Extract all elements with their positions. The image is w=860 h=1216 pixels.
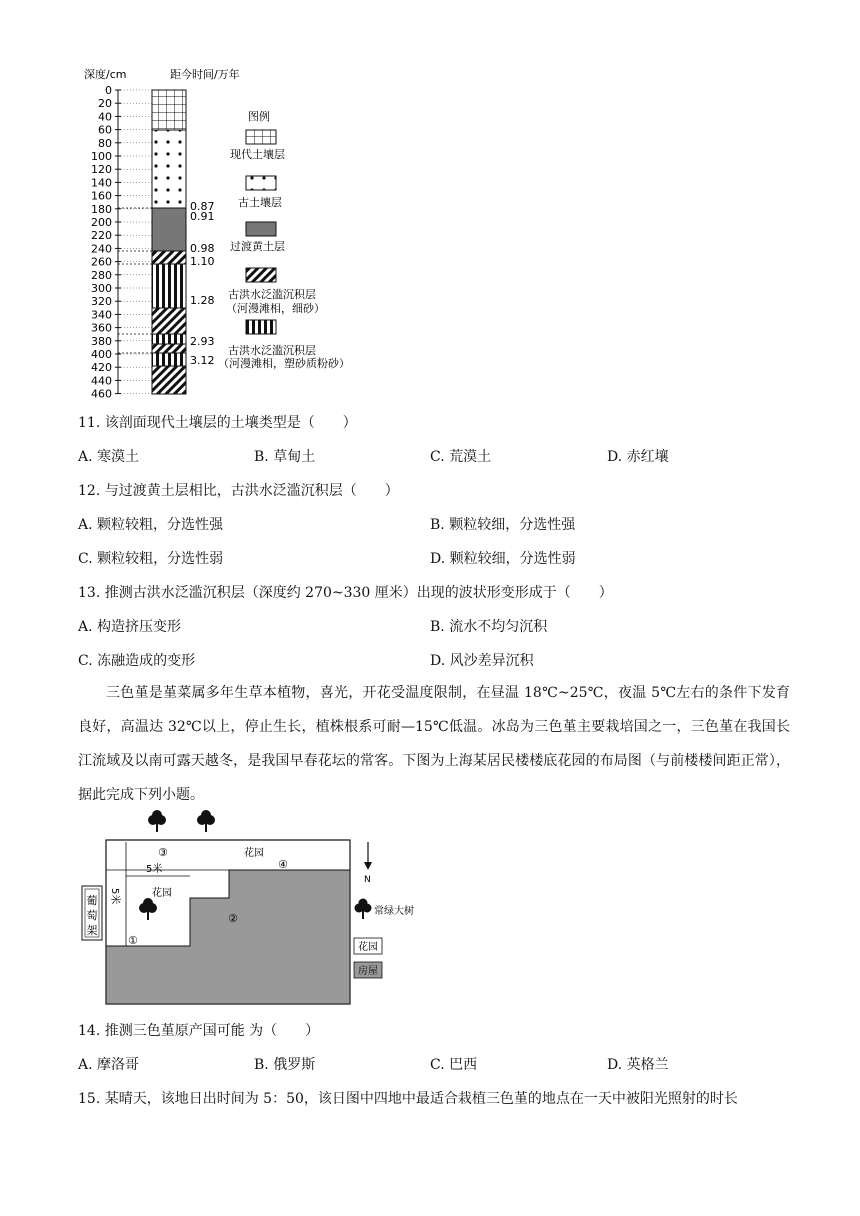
q14-option-c[interactable]: C. 巴西	[430, 1057, 478, 1073]
tree-icon	[197, 810, 215, 832]
depth-tick-label: 80	[98, 136, 112, 150]
layer-transition-loess	[152, 208, 186, 251]
question-12: 12. 与过渡黄土层相比，古洪水泛滥沉积层（ ）	[78, 483, 399, 499]
north-label: N	[364, 875, 371, 885]
depth-tick-label: 140	[91, 176, 112, 190]
legend-swatch-loess	[246, 222, 276, 236]
legend-swatch-flood-silt	[246, 320, 276, 334]
svg-text:0.87: 0.87	[190, 200, 215, 213]
legend-paleosol: 古土壤层	[238, 196, 282, 209]
legend-swatch-flood-sand	[246, 268, 276, 282]
depth-tick-label: 40	[98, 110, 112, 124]
depth-tick-label: 340	[91, 308, 112, 322]
garden-left-label: 花园	[152, 888, 172, 899]
q13-option-c[interactable]: C. 冻融造成的变形	[78, 653, 196, 669]
depth-tick-label: 200	[91, 216, 112, 229]
q14-option-a[interactable]: A. 摩洛哥	[78, 1057, 140, 1073]
layer-flood-fine-sand-2	[152, 308, 186, 334]
depth-tick-label: 320	[91, 295, 112, 309]
legend-flood-silt-desc: （河漫滩相，塑砂质粉砂）	[218, 357, 350, 370]
depth-tick-label: 360	[91, 321, 112, 335]
q11-option-c[interactable]: C. 荒漠土	[430, 449, 492, 465]
legend-loess: 过渡黄土层	[230, 240, 285, 253]
dim-horizontal-label: 5米	[146, 864, 163, 875]
depth-tick-label: 440	[91, 374, 112, 388]
pansy-passage: 三色堇是堇菜属多年生草本植物，喜光，开花受温度限制，在昼温 18℃~25℃，夜温 5℃左右的条件下发育良好，高温达 32℃以上，停止生长，植株根系可耐—15℃低温。冰岛为三色堇主要栽培国之一，三色堇在我国长江流域及以南可露天越冬，是我国早春花坛的常客。下图为上海某居民楼楼底花园的布局图（与前楼楼间距正常），据此完成下列小题。	[78, 685, 790, 803]
legend-flood-sand: 古洪水泛滥沉积层	[228, 288, 316, 301]
legend-flood-silt: 古洪水泛滥沉积层	[228, 344, 316, 357]
layer-flood-fine-sand-4	[152, 366, 186, 394]
layer-modern-soil	[152, 90, 186, 130]
q14-option-b[interactable]: B. 俄罗斯	[254, 1057, 316, 1073]
depth-tick-label: 380	[91, 334, 112, 348]
depth-tick-label: 120	[91, 163, 112, 177]
depth-tick-label: 100	[91, 150, 112, 163]
q11-option-a[interactable]: A. 寒漠土	[78, 449, 140, 465]
trellis-char-1: 葡	[86, 894, 98, 907]
q11-option-d[interactable]: D. 赤红壤	[607, 449, 669, 465]
time-header: 距今时间/万年	[170, 68, 240, 81]
depth-tick-label: 180	[91, 202, 112, 216]
q12-option-c[interactable]: C. 颗粒较粗，分选性弱	[78, 551, 224, 567]
legend-title: 图例	[248, 110, 270, 123]
q12-option-a[interactable]: A. 颗粒较粗，分选性强	[78, 517, 224, 533]
garden-top-label: 花园	[244, 848, 264, 859]
legend-garden: 花园	[358, 942, 378, 953]
legend-swatch-modern	[246, 130, 276, 144]
svg-text:1.10: 1.10	[190, 255, 215, 268]
question-15: 15. 某晴天，该地日出时间为 5：50，该日图中四地中最适合栽植三色堇的地点在一天中被阳光照射的时长	[78, 1091, 738, 1107]
q14-option-d[interactable]: D. 英格兰	[607, 1057, 669, 1073]
depth-tick-label: 420	[91, 361, 112, 375]
legend-evergreen-tree: 常绿大树	[374, 906, 414, 917]
layer-flood-fine-sand-3	[152, 344, 186, 353]
time-leaders	[118, 208, 152, 353]
q12-option-b[interactable]: B. 颗粒较细，分选性强	[430, 517, 576, 533]
depth-header: 深度/cm	[84, 68, 127, 81]
question-14: 14. 推测三色堇原产国可能 为（ ）	[78, 1023, 320, 1039]
layer-flood-silt-1	[152, 264, 186, 308]
depth-tick-label: 280	[91, 268, 112, 282]
depth-tick-label: 220	[91, 229, 112, 243]
soil-profile-figure	[78, 64, 378, 404]
garden-layout-map	[78, 808, 438, 1010]
depth-tick-label: 160	[91, 189, 112, 203]
depth-tick-label: 300	[91, 282, 112, 295]
depth-tick-label: 400	[91, 348, 112, 361]
point-1-label: ①	[128, 934, 138, 947]
svg-text:2.93: 2.93	[190, 335, 215, 348]
layer-flood-fine-sand-1	[152, 251, 186, 264]
svg-text:1.28: 1.28	[190, 294, 215, 307]
q13-option-b[interactable]: B. 流水不均匀沉积	[430, 619, 548, 635]
trellis-char-3: 架	[86, 924, 98, 937]
q12-option-d[interactable]: D. 颗粒较细，分选性弱	[430, 551, 576, 567]
q13-option-d[interactable]: D. 风沙差异沉积	[430, 653, 534, 669]
question-11: 11. 该剖面现代土壤层的土壤类型是（ ）	[78, 415, 357, 431]
depth-tick-label: 60	[98, 123, 112, 137]
point-2-label: ②	[228, 912, 238, 925]
legend-flood-sand-desc: （河漫滩相，细砂）	[226, 302, 325, 315]
depth-tick-label: 460	[91, 387, 112, 401]
point-4-label: ④	[278, 858, 288, 871]
depth-tick-label: 20	[98, 97, 112, 111]
legend-swatch-paleosol	[246, 176, 276, 190]
depth-tick-label: 0	[105, 84, 112, 97]
depth-tick-label: 260	[91, 255, 112, 269]
svg-text:3.12: 3.12	[190, 354, 215, 367]
layer-paleosol	[152, 130, 186, 208]
q13-option-a[interactable]: A. 构造挤压变形	[78, 619, 182, 635]
tree-icon	[355, 899, 372, 920]
time-labels	[190, 200, 215, 367]
svg-text:0.91: 0.91	[190, 210, 215, 223]
layer-flood-silt-2	[152, 334, 186, 344]
depth-tick-label: 240	[91, 242, 112, 256]
point-3-label: ③	[158, 846, 168, 859]
legend-house: 房屋	[358, 966, 378, 977]
layer-flood-silt-3	[152, 353, 186, 366]
question-13: 13. 推测古洪水泛滥沉积层（深度约 270~330 厘米）出现的波状形变形成于（ ）	[78, 585, 613, 601]
svg-text:0.98: 0.98	[190, 242, 215, 255]
dim-vertical-label: 5米	[109, 888, 120, 905]
trellis-char-2: 萄	[86, 909, 98, 922]
q11-option-b[interactable]: B. 草甸土	[254, 449, 316, 465]
tree-icon	[148, 810, 166, 832]
legend-modern-soil: 现代土壤层	[230, 148, 285, 161]
